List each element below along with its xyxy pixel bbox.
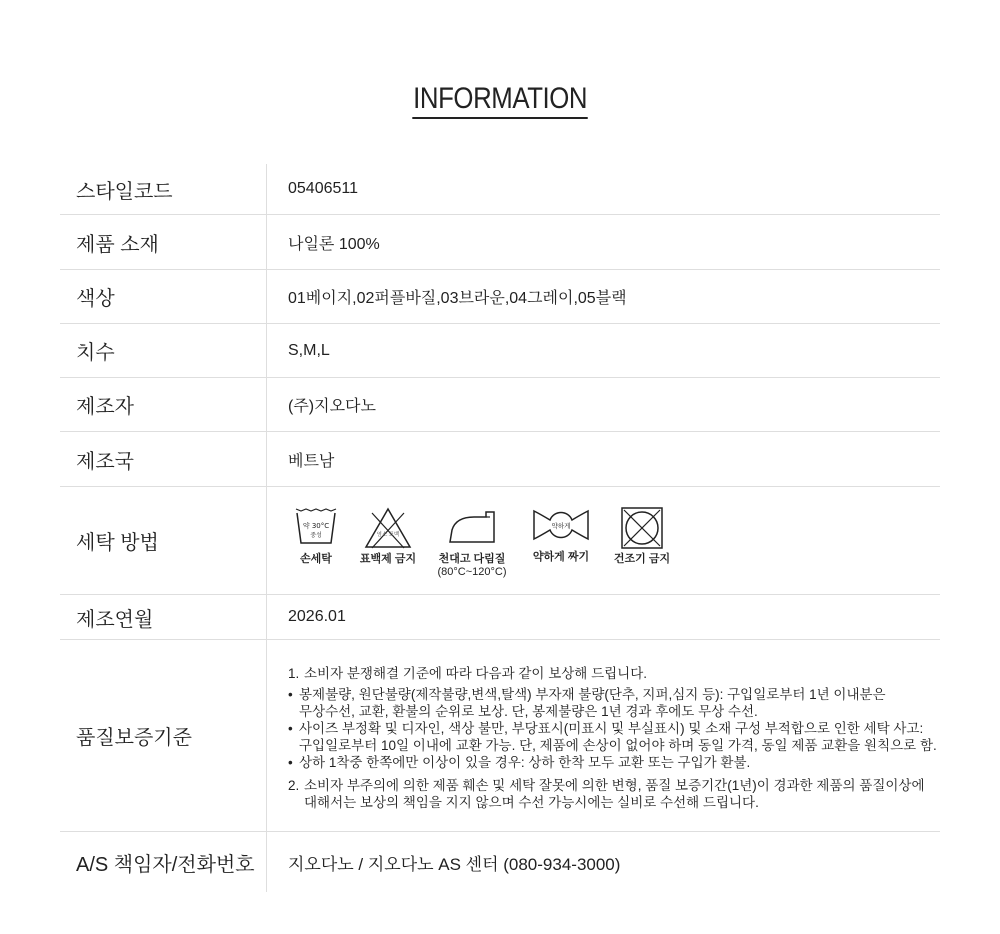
row-label: 색상 bbox=[60, 270, 267, 323]
row-value: 2026.01 bbox=[288, 608, 346, 625]
row-country bbox=[60, 432, 940, 487]
hand-wash-detergent: 중성 bbox=[310, 532, 322, 539]
item-number: 2. bbox=[288, 777, 300, 793]
row-label: 제조국 bbox=[60, 432, 267, 486]
bullet-line: 사이즈 부정확 및 디자인, 색상 불만, 부당표시(미표시 및 부실표시) 및 소재 구성 부적합으로 인한 세탁 사고: bbox=[299, 720, 924, 736]
row-label: 제품 소재 bbox=[60, 215, 267, 269]
bullet: • bbox=[288, 686, 293, 702]
hand-wash-icon bbox=[293, 506, 339, 546]
no-bleach-item bbox=[354, 506, 422, 566]
hand-wash-caption: 손세탁 bbox=[300, 553, 332, 565]
row-date bbox=[60, 595, 940, 640]
quality-bullet-3 bbox=[288, 754, 937, 771]
hand-wash-item bbox=[288, 506, 344, 566]
item-number: 1. bbox=[288, 665, 300, 681]
gentle-wring-caption: 약하게 짜기 bbox=[532, 551, 590, 563]
row-label: 제조연월 bbox=[60, 595, 267, 639]
row-value: 나일론 100% bbox=[288, 235, 380, 253]
info-table bbox=[60, 164, 940, 892]
gentle-wring-icon bbox=[531, 506, 591, 544]
no-bleach-caption: 표백제 금지 bbox=[359, 553, 417, 565]
row-label: 스타일코드 bbox=[60, 164, 267, 214]
row-quality bbox=[60, 640, 940, 832]
gentle-wring-text: 약하게 bbox=[551, 522, 571, 530]
no-bleach-text-1: 염소 bbox=[376, 532, 388, 538]
row-label: 세탁 방법 bbox=[60, 487, 267, 594]
no-tumble-dry-caption: 건조기 금지 bbox=[613, 553, 671, 565]
title-area bbox=[0, 0, 1000, 164]
iron-caption: 천대고 다림질 bbox=[438, 553, 506, 565]
row-value: S,M,L bbox=[288, 341, 330, 359]
row-label: 품질보증기준 bbox=[60, 640, 267, 831]
row-value: 지오다노 / 지오다노 AS 센터 (080-934-3000) bbox=[288, 854, 621, 874]
row-maker bbox=[60, 378, 940, 432]
row-value: (주)지오다노 bbox=[288, 398, 376, 415]
hand-wash-temp: 약 30°C bbox=[302, 522, 330, 530]
row-style-code bbox=[60, 164, 940, 215]
row-wash bbox=[60, 487, 940, 595]
bullet-line: 봉제불량, 원단불량(제작불량,변색,탈색) 부자재 불량(단추, 지퍼,심지 등): 구입일로부터 1년 이내분은 bbox=[299, 686, 886, 702]
no-tumble-dry-icon bbox=[620, 506, 664, 550]
no-bleach-text-2: 표백 bbox=[388, 532, 400, 538]
iron-temperature: (80°C~120°C) bbox=[437, 566, 507, 578]
gentle-wring-item bbox=[522, 506, 600, 564]
item-text: 소비자 부주의에 의한 제품 훼손 및 세탁 잘못에 의한 변형, 품질 보증기간(1년)이 경과한 제품의 품질이상에 bbox=[304, 777, 925, 793]
row-value: 05406511 bbox=[288, 180, 358, 197]
row-label: 치수 bbox=[60, 324, 267, 377]
quality-text bbox=[267, 640, 940, 831]
no-bleach-icon bbox=[363, 506, 413, 550]
bullet-line: 무상수선, 교환, 환불의 순위로 보상. 단, 봉제불량은 1년 경과 후에도 무상 수선. bbox=[299, 703, 758, 719]
page-title: INFORMATION bbox=[412, 82, 588, 119]
bullet: • bbox=[288, 720, 293, 736]
quality-bullet-2 bbox=[288, 720, 937, 754]
item-text: 대해서는 보상의 책임을 지지 않으며 수선 가능시에는 실비로 수선해 드립니다. bbox=[304, 794, 759, 810]
quality-item-1 bbox=[288, 665, 937, 682]
quality-item-2 bbox=[288, 777, 937, 811]
iron-item bbox=[432, 506, 512, 579]
row-size bbox=[60, 324, 940, 378]
row-label: 제조자 bbox=[60, 378, 267, 431]
quality-bullet-1 bbox=[288, 686, 937, 720]
wash-icons bbox=[267, 487, 940, 594]
bullet-line: 구입일로부터 10일 이내에 교환 가능. 단, 제품에 손상이 없어야 하며 동일 가격, 동일 제품 교환을 원칙으로 함. bbox=[299, 737, 937, 753]
row-material bbox=[60, 215, 940, 270]
bullet-line: 상하 1착중 한쪽에만 이상이 있을 경우: 상하 한착 모두 교환 또는 구입가 환불. bbox=[299, 754, 751, 770]
row-value: 01베이지,02퍼플바질,03브라운,04그레이,05블랙 bbox=[288, 290, 627, 307]
no-tumble-dry-item bbox=[610, 506, 674, 566]
row-value: 베트남 bbox=[288, 452, 335, 470]
bullet: • bbox=[288, 754, 293, 770]
row-color bbox=[60, 270, 940, 324]
iron-icon bbox=[446, 506, 498, 546]
row-label: A/S 책임자/전화번호 bbox=[60, 832, 267, 892]
item-text: 소비자 분쟁해결 기준에 따라 다음과 같이 보상해 드립니다. bbox=[304, 665, 647, 681]
row-as bbox=[60, 832, 940, 892]
